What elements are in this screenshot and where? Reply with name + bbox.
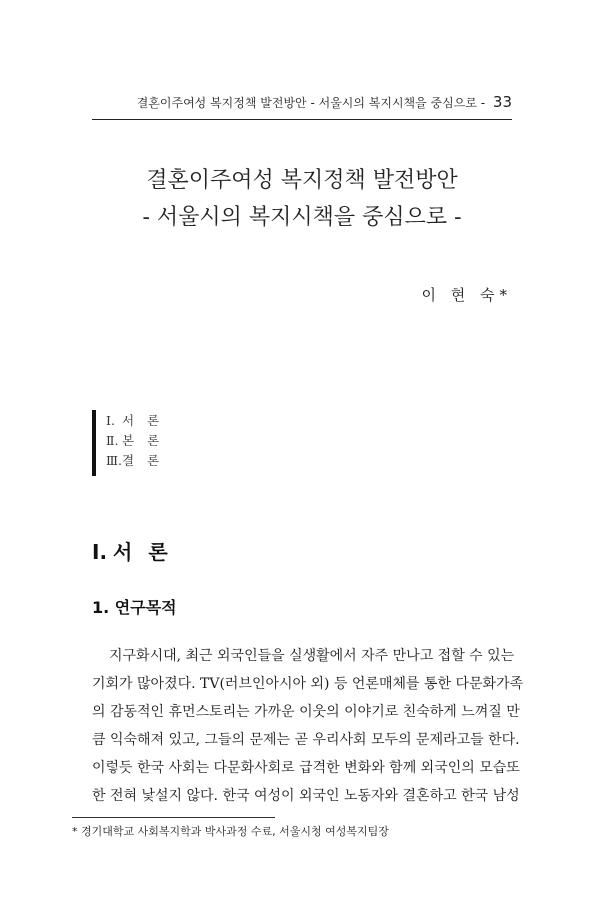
running-header: [92, 93, 512, 111]
body-line: 기회가 많아졌다. TV(러브인아시아 외) 등 언론매체를 통한 다문화가족: [92, 676, 524, 692]
toc-item-body: [106, 434, 172, 448]
body-line: 지구화시대, 최근 외국인들을 실생활에서 자주 만나고 접할 수 있는: [109, 648, 515, 664]
toc-item-number: Ⅲ.: [106, 453, 123, 468]
toc-item-label: 서론: [122, 413, 173, 428]
header-rule: [92, 119, 512, 120]
body-line: 한 전혀 낯설지 않다. 한국 여성이 외국인 노동자와 결혼하고 한국 남성: [92, 788, 520, 804]
paper-subtitle: - 서울시의 복지시책을 중심으로 -: [142, 205, 462, 230]
body-line: 큼 익숙해져 있고, 그들의 문제는 곧 우리사회 모두의 문제라고들 한다.: [92, 732, 520, 748]
section-heading: [92, 536, 184, 565]
body-line: 의 감동적인 휴먼스토리는 가까운 이웃의 이야기로 친숙하게 느껴질 만: [92, 704, 520, 720]
subsection-heading: 1. 연구목적: [92, 598, 177, 617]
paper-title: 결혼이주여성 복지정책 발전방안: [146, 168, 458, 193]
page-number: 33: [492, 93, 512, 111]
footnote-rule: [72, 817, 275, 818]
toc-item-number: Ⅱ.: [106, 433, 119, 448]
running-title: 결혼이주여성 복지정책 발전방안 - 서울시의 복지시책을 중심으로 -: [136, 96, 486, 110]
section-number: Ⅰ.: [92, 540, 108, 564]
author-name: 이 현 숙*: [421, 286, 512, 304]
body-line: 이렇듯 한국 사회는 다문화사회로 급격한 변화와 함께 외국인의 모습또: [92, 760, 520, 776]
toc-item-intro: [106, 414, 172, 428]
toc-item-conclusion: [106, 454, 172, 468]
footnote: * 경기대학교 사회복지학과 박사과정 수료, 서울시청 여성복지팀장: [72, 825, 389, 838]
toc-item-label: 결론: [122, 453, 173, 468]
section-label: 서론: [113, 540, 184, 564]
toc-item-number: Ⅰ.: [106, 413, 115, 428]
table-of-contents: [92, 410, 296, 476]
toc-item-label: 본론: [122, 433, 173, 448]
